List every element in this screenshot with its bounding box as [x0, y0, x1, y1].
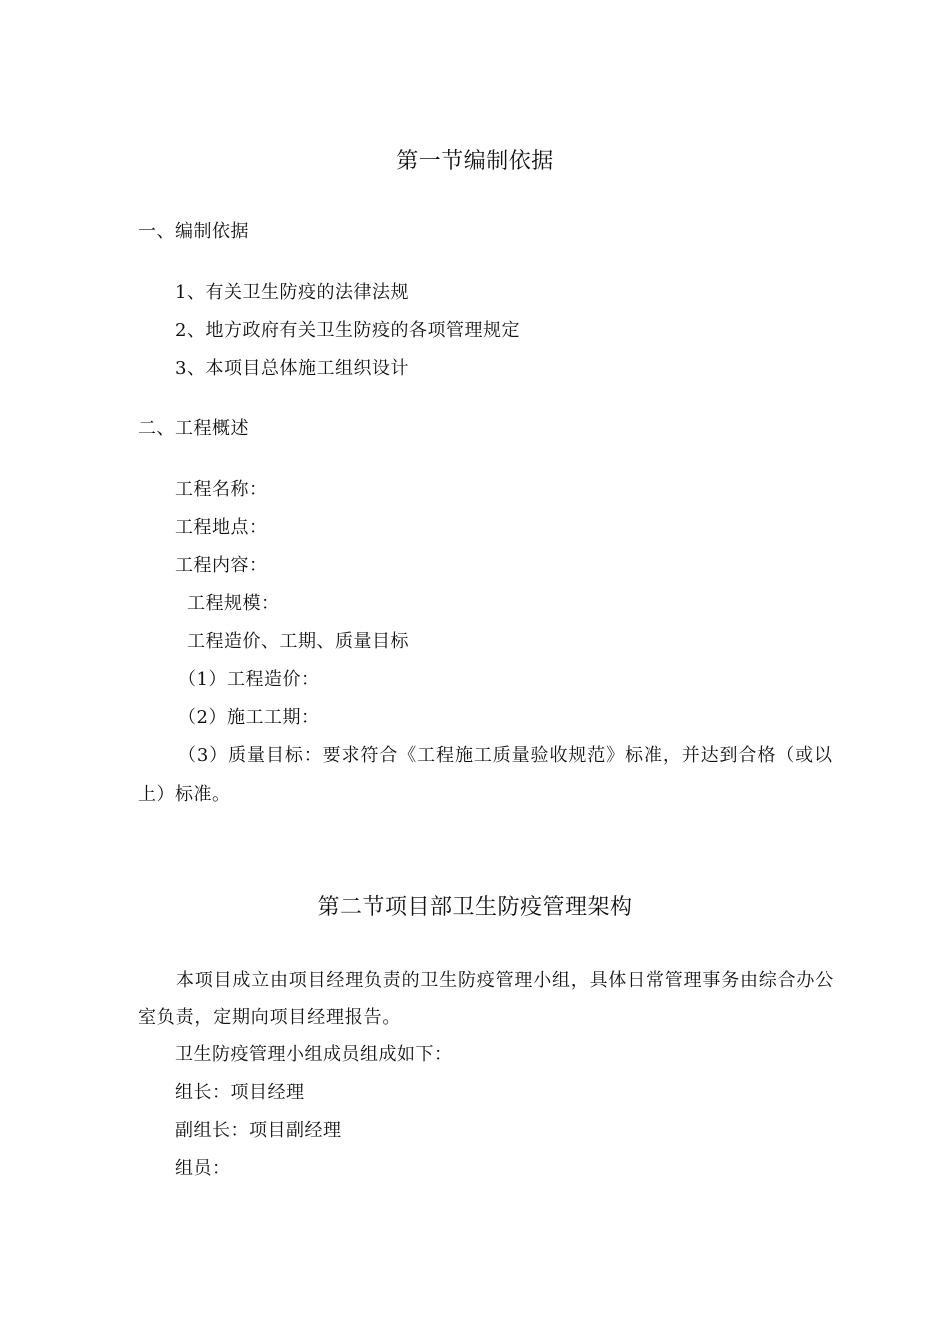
project-period-label: （2）施工工期： [178, 707, 320, 728]
management-intro-paragraph: 本项目成立由项目经理负责的卫生防疫管理小组，具体日常管理事务由综合办公室负责，定期向项目经理报告。 [138, 970, 834, 1028]
deputy-leader: 副组长：项目副经理 [175, 1120, 342, 1141]
basis-item-2: 2、地方政府有关卫生防疫的各项管理规定 [175, 320, 520, 341]
project-location-label: 工程地点： [175, 517, 268, 538]
heading-overview: 二、工程概述 [138, 418, 249, 439]
group-members: 组员： [175, 1158, 231, 1179]
basis-item-3: 3、本项目总体施工组织设计 [175, 358, 409, 379]
section-2-title: 第二节项目部卫生防疫管理架构 [317, 895, 633, 920]
group-leader: 组长：项目经理 [175, 1082, 305, 1103]
project-targets-label: 工程造价、工期、质量目标 [187, 631, 409, 652]
project-content-label: 工程内容： [175, 555, 268, 576]
project-name-label: 工程名称： [175, 479, 268, 500]
members-intro: 卫生防疫管理小组成员组成如下： [175, 1044, 453, 1065]
heading-basis: 一、编制依据 [138, 221, 249, 242]
project-quality-line-1: （3）质量目标：要求符合《工程施工质量验收规范》标准，并达到合格（或以 [178, 745, 833, 766]
section-1-title: 第一节编制依据 [396, 149, 554, 174]
project-cost-label: （1）工程造价： [178, 669, 320, 690]
basis-item-1: 1、有关卫生防疫的法律法规 [175, 282, 409, 303]
project-quality-line-2: 上）标准。 [138, 784, 231, 805]
project-scale-label: 工程规模： [187, 593, 280, 614]
